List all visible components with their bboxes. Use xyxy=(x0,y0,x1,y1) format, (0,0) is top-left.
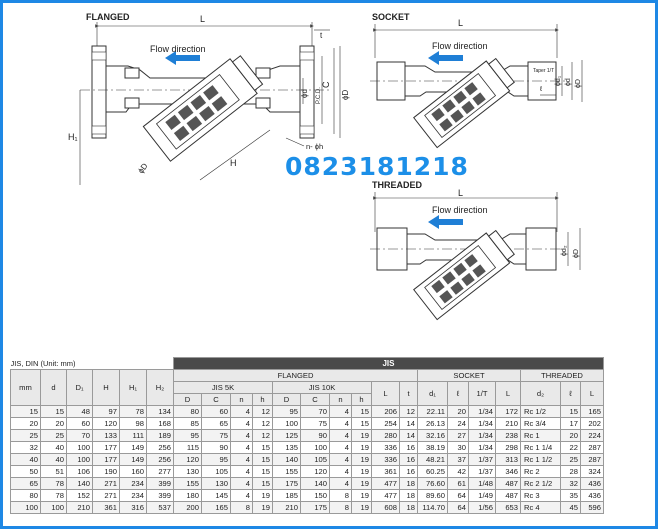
table-cell: 271 xyxy=(93,478,120,490)
spec-table-body xyxy=(11,406,604,514)
table-cell: 78 xyxy=(41,490,67,502)
table-cell: 180 xyxy=(174,490,202,502)
table-cell: 436 xyxy=(581,478,604,490)
table-cell: 12 xyxy=(400,406,418,418)
table-cell: 4 xyxy=(231,478,253,490)
table-cell: 15 xyxy=(253,466,273,478)
table-row xyxy=(11,502,604,514)
threaded-title: THREADED xyxy=(372,180,423,190)
table-cell: 160 xyxy=(120,466,147,478)
table-cell: 4 xyxy=(231,442,253,454)
spec-table: JIS, DIN (Unit: mm) JIS mm d D₁ H H₁ H₂ FLANGED SOCKET THREADED JIS 5K JIS 10K L t d₁ ℓ 1/T L d₂ ℓ L D C n h D C n h 15 15 48 97 78 134 80 60 4 12 95 70 4 15 206 12 22.11 20 1/34 172 Rc 1/2 15 165 20 20 60 120 98 168 85 65 4 12 100 75 4 15 254 14 26.13 24 1/34 210 Rc 3/4 17 202 25 25 70 133 111 189 95 75 4 12 125 90 4 19 280 14 32.16 27 1/34 238 Rc 1 20 224 32 40 100 177 149 256 115 90 4 15 135 100 4 19 336 16 38.19 30 1/34 298 Rc 1 1/4 22 287 40 40 100 177 149 256 120 95 4 15 140 105 4 19 336 16 48.21 37 1/37 313 Rc 1 1/2 25 287 50 51 106 190 160 277 130 105 4 15 155 120 4 19 361 16 60.25 42 1/37 346 Rc 2 28 324 65 78 140 271 234 399 155 130 4 15 175 140 4 19 477 18 76.60 61 1/48 487 Rc 2 1/2 32 436 80 78 152 271 234 399 180 145 4 19 185 150 8 19 477 18 89.60 64 1/49 487 Rc 3 35 436 100 100 210 361 316 537 200 165 8 19 210 175 8 19 608 18 114.70 64 1/56 653 Rc 4 45 596 xyxy=(10,357,604,514)
table-cell: 65 xyxy=(202,418,231,430)
table-cell: Rc 1 xyxy=(521,430,561,442)
table-cell: 487 xyxy=(496,478,521,490)
table-cell: 15 xyxy=(253,478,273,490)
table-cell: 111 xyxy=(120,430,147,442)
table-cell: 15 xyxy=(41,406,67,418)
table-cell: Rc 1/2 xyxy=(521,406,561,418)
table-cell: 202 xyxy=(581,418,604,430)
table-cell: 4 xyxy=(231,490,253,502)
table-cell: 65 xyxy=(11,478,41,490)
table-cell: 155 xyxy=(174,478,202,490)
table-cell: 98 xyxy=(120,418,147,430)
table-cell: 27 xyxy=(448,430,469,442)
table-cell: 1/34 xyxy=(469,442,496,454)
table-cell: 1/56 xyxy=(469,502,496,514)
table-cell: 25 xyxy=(11,430,41,442)
svg-text:t: t xyxy=(320,31,323,40)
table-cell: 1/37 xyxy=(469,454,496,466)
table-cell: 89.60 xyxy=(418,490,448,502)
band-jis: JIS xyxy=(174,358,604,370)
table-cell: 316 xyxy=(120,502,147,514)
table-cell: 40 xyxy=(41,454,67,466)
table-cell: 15 xyxy=(11,406,41,418)
table-cell: 336 xyxy=(372,454,400,466)
table-cell: 135 xyxy=(273,442,301,454)
svg-text:ϕd₁: ϕd₁ xyxy=(555,75,562,86)
table-cell: 4 xyxy=(330,418,352,430)
table-cell: 19 xyxy=(253,490,273,502)
table-cell: 97 xyxy=(93,406,120,418)
table-cell: 8 xyxy=(330,490,352,502)
table-cell: 61 xyxy=(448,478,469,490)
table-cell: 100 xyxy=(41,502,67,514)
table-cell: 75 xyxy=(202,430,231,442)
table-cell: 12 xyxy=(253,418,273,430)
table-cell: 50 xyxy=(11,466,41,478)
svg-text:ϕd: ϕd xyxy=(300,89,309,98)
table-cell: 32.16 xyxy=(418,430,448,442)
table-cell: 1/34 xyxy=(469,418,496,430)
table-cell: 4 xyxy=(231,430,253,442)
table-cell: 280 xyxy=(372,430,400,442)
table-cell: 114.70 xyxy=(418,502,448,514)
table-cell: Rc 3 xyxy=(521,490,561,502)
table-cell: 140 xyxy=(301,478,330,490)
table-row xyxy=(11,454,604,466)
table-cell: 165 xyxy=(202,502,231,514)
table-cell: 76.60 xyxy=(418,478,448,490)
table-cell: 18 xyxy=(400,502,418,514)
phone-number: 0823181218 xyxy=(285,152,469,181)
table-row xyxy=(11,406,604,418)
table-cell: 324 xyxy=(581,466,604,478)
table-cell: 1/34 xyxy=(469,430,496,442)
table-cell: 115 xyxy=(174,442,202,454)
table-cell: 80 xyxy=(11,490,41,502)
socket-drawing xyxy=(370,12,582,148)
table-cell: 15 xyxy=(352,418,372,430)
svg-text:Taper 1/T: Taper 1/T xyxy=(533,68,555,74)
svg-text:P.C.D.: P.C.D. xyxy=(316,87,322,104)
table-cell: 106 xyxy=(67,466,93,478)
svg-text:L: L xyxy=(458,18,464,28)
table-cell: 90 xyxy=(202,442,231,454)
table-cell: 35 xyxy=(561,490,581,502)
svg-text:ϕD: ϕD xyxy=(575,79,582,88)
svg-text:C: C xyxy=(321,81,331,88)
table-cell: 78 xyxy=(120,406,147,418)
table-cell: 125 xyxy=(273,430,301,442)
table-cell: 120 xyxy=(301,466,330,478)
table-row xyxy=(11,490,604,502)
table-cell: 4 xyxy=(330,430,352,442)
table-cell: 51 xyxy=(41,466,67,478)
table-cell: 4 xyxy=(330,442,352,454)
table-cell: 234 xyxy=(120,490,147,502)
table-cell: 210 xyxy=(67,502,93,514)
table-cell: 477 xyxy=(372,478,400,490)
table-cell: 60.25 xyxy=(418,466,448,478)
table-cell: 175 xyxy=(301,502,330,514)
table-cell: 134 xyxy=(147,406,174,418)
table-cell: 298 xyxy=(496,442,521,454)
table-cell: 256 xyxy=(147,442,174,454)
table-cell: 15 xyxy=(561,406,581,418)
table-cell: 16 xyxy=(400,466,418,478)
table-cell: 15 xyxy=(253,442,273,454)
table-cell: 18 xyxy=(400,490,418,502)
table-cell: 4 xyxy=(330,466,352,478)
table-cell: 287 xyxy=(581,442,604,454)
table-cell: 120 xyxy=(93,418,120,430)
table-cell: Rc 1 1/4 xyxy=(521,442,561,454)
table-cell: 25 xyxy=(41,430,67,442)
group-socket: SOCKET xyxy=(418,370,521,382)
table-cell: 1/37 xyxy=(469,466,496,478)
table-cell: 19 xyxy=(352,466,372,478)
table-cell: 19 xyxy=(352,454,372,466)
svg-text:ϕD: ϕD xyxy=(136,161,150,176)
table-row xyxy=(11,442,604,454)
threaded-drawing xyxy=(370,180,580,320)
table-cell: 8 xyxy=(330,502,352,514)
table-cell: 105 xyxy=(301,454,330,466)
table-cell: 16 xyxy=(400,454,418,466)
table-cell: 4 xyxy=(231,418,253,430)
table-cell: 4 xyxy=(231,406,253,418)
table-cell: 150 xyxy=(301,490,330,502)
table-cell: 477 xyxy=(372,490,400,502)
socket-title: SOCKET xyxy=(372,12,410,22)
table-cell: 32 xyxy=(561,478,581,490)
table-cell: 140 xyxy=(67,478,93,490)
table-cell: 361 xyxy=(93,502,120,514)
table-cell: 22 xyxy=(561,442,581,454)
table-cell: 48 xyxy=(67,406,93,418)
table-cell: 64 xyxy=(448,490,469,502)
table-cell: 70 xyxy=(67,430,93,442)
table-cell: 399 xyxy=(147,490,174,502)
table-cell: 4 xyxy=(231,466,253,478)
table-cell: 271 xyxy=(93,490,120,502)
table-cell: 436 xyxy=(581,490,604,502)
table-cell: 361 xyxy=(372,466,400,478)
table-cell: 85 xyxy=(174,418,202,430)
table-cell: 206 xyxy=(372,406,400,418)
table-cell: 145 xyxy=(202,490,231,502)
table-cell: 75 xyxy=(301,418,330,430)
table-cell: 140 xyxy=(273,454,301,466)
table-cell: 24 xyxy=(448,418,469,430)
table-cell: 42 xyxy=(448,466,469,478)
table-cell: 133 xyxy=(93,430,120,442)
table-cell: 38.19 xyxy=(418,442,448,454)
table-row xyxy=(11,418,604,430)
table-cell: 1/49 xyxy=(469,490,496,502)
svg-text:ϕd: ϕd xyxy=(565,78,572,86)
table-cell: 80 xyxy=(174,406,202,418)
table-cell: 224 xyxy=(581,430,604,442)
svg-text:Flow direction: Flow direction xyxy=(432,205,488,215)
table-cell: 189 xyxy=(147,430,174,442)
table-cell: 277 xyxy=(147,466,174,478)
flanged-flow-label: Flow direction xyxy=(150,44,206,54)
table-cell: 210 xyxy=(496,418,521,430)
table-row xyxy=(11,478,604,490)
svg-text:ϕD: ϕD xyxy=(573,249,580,258)
table-cell: 15 xyxy=(253,454,273,466)
table-cell: 149 xyxy=(120,454,147,466)
table-cell: 40 xyxy=(11,454,41,466)
table-cell: 200 xyxy=(174,502,202,514)
svg-text:H₁: H₁ xyxy=(68,132,78,142)
table-cell: 177 xyxy=(93,454,120,466)
table-cell: 1/48 xyxy=(469,478,496,490)
table-cell: 165 xyxy=(581,406,604,418)
table-cell: 19 xyxy=(352,430,372,442)
table-cell: 60 xyxy=(202,406,231,418)
group-flanged: FLANGED xyxy=(174,370,418,382)
table-cell: 20 xyxy=(561,430,581,442)
table-cell: 254 xyxy=(372,418,400,430)
table-cell: 537 xyxy=(147,502,174,514)
table-row xyxy=(11,466,604,478)
table-cell: 78 xyxy=(41,478,67,490)
table-cell: 120 xyxy=(174,454,202,466)
svg-text:ϕD: ϕD xyxy=(341,89,350,100)
table-cell: 185 xyxy=(273,490,301,502)
table-cell: 90 xyxy=(301,430,330,442)
table-cell: 234 xyxy=(120,478,147,490)
svg-text:ϕd₂: ϕd₂ xyxy=(561,245,568,256)
table-cell: 19 xyxy=(253,502,273,514)
table-cell: 19 xyxy=(352,442,372,454)
table-cell: 152 xyxy=(67,490,93,502)
table-cell: 45 xyxy=(561,502,581,514)
table-cell: 12 xyxy=(253,430,273,442)
table-cell: 95 xyxy=(202,454,231,466)
table-cell: 177 xyxy=(93,442,120,454)
table-cell: 37 xyxy=(448,454,469,466)
table-cell: 15 xyxy=(352,406,372,418)
table-cell: 20 xyxy=(11,418,41,430)
table-cell: 149 xyxy=(120,442,147,454)
table-cell: 20 xyxy=(448,406,469,418)
table-cell: 346 xyxy=(496,466,521,478)
svg-text:n- ϕh: n- ϕh xyxy=(306,142,324,151)
table-cell: 17 xyxy=(561,418,581,430)
table-cell: 20 xyxy=(41,418,67,430)
table-cell: 155 xyxy=(273,466,301,478)
svg-text:L: L xyxy=(458,188,464,198)
table-cell: 30 xyxy=(448,442,469,454)
table-cell: Rc 2 xyxy=(521,466,561,478)
table-cell: 175 xyxy=(273,478,301,490)
table-cell: 25 xyxy=(561,454,581,466)
table-cell: 48.21 xyxy=(418,454,448,466)
table-cell: 19 xyxy=(352,490,372,502)
table-cell: 1/34 xyxy=(469,406,496,418)
table-caption: JIS, DIN (Unit: mm) xyxy=(11,358,174,370)
table-cell: 336 xyxy=(372,442,400,454)
svg-text:H: H xyxy=(230,158,237,168)
table-cell: 26.13 xyxy=(418,418,448,430)
table-cell: 608 xyxy=(372,502,400,514)
table-cell: 19 xyxy=(352,502,372,514)
table-cell: Rc 2 1/2 xyxy=(521,478,561,490)
table-cell: 130 xyxy=(174,466,202,478)
table-cell: 14 xyxy=(400,418,418,430)
table-cell: 168 xyxy=(147,418,174,430)
table-cell: 4 xyxy=(231,454,253,466)
table-cell: 70 xyxy=(301,406,330,418)
table-cell: 4 xyxy=(330,406,352,418)
table-cell: 105 xyxy=(202,466,231,478)
table-cell: 100 xyxy=(67,454,93,466)
table-cell: 238 xyxy=(496,430,521,442)
table-cell: Rc 4 xyxy=(521,502,561,514)
table-cell: 4 xyxy=(330,454,352,466)
table-cell: 100 xyxy=(273,418,301,430)
table-cell: 210 xyxy=(273,502,301,514)
dim-L: L xyxy=(200,14,206,24)
table-cell: 22.11 xyxy=(418,406,448,418)
table-cell: 100 xyxy=(11,502,41,514)
table-cell: 653 xyxy=(496,502,521,514)
flanged-title: FLANGED xyxy=(86,12,130,22)
table-cell: 14 xyxy=(400,430,418,442)
table-cell: 4 xyxy=(330,478,352,490)
table-cell: 399 xyxy=(147,478,174,490)
table-cell: 487 xyxy=(496,490,521,502)
table-cell: 40 xyxy=(41,442,67,454)
table-cell: 100 xyxy=(67,442,93,454)
table-cell: Rc 3/4 xyxy=(521,418,561,430)
group-threaded: THREADED xyxy=(521,370,604,382)
table-row xyxy=(11,430,604,442)
table-cell: 64 xyxy=(448,502,469,514)
table-cell: 60 xyxy=(67,418,93,430)
table-cell: 18 xyxy=(400,478,418,490)
table-cell: 596 xyxy=(581,502,604,514)
svg-text:Flow direction: Flow direction xyxy=(432,41,488,51)
table-cell: 95 xyxy=(174,430,202,442)
table-cell: 287 xyxy=(581,454,604,466)
table-cell: 313 xyxy=(496,454,521,466)
table-cell: 8 xyxy=(231,502,253,514)
table-cell: 95 xyxy=(273,406,301,418)
svg-text:ℓ: ℓ xyxy=(540,86,543,93)
table-cell: 28 xyxy=(561,466,581,478)
table-cell: 256 xyxy=(147,454,174,466)
table-cell: 100 xyxy=(301,442,330,454)
table-cell: 16 xyxy=(400,442,418,454)
table-cell: 12 xyxy=(253,406,273,418)
table-cell: Rc 1 1/2 xyxy=(521,454,561,466)
table-cell: 130 xyxy=(202,478,231,490)
table-cell: 32 xyxy=(11,442,41,454)
table-cell: 190 xyxy=(93,466,120,478)
table-cell: 19 xyxy=(352,478,372,490)
table-cell: 172 xyxy=(496,406,521,418)
